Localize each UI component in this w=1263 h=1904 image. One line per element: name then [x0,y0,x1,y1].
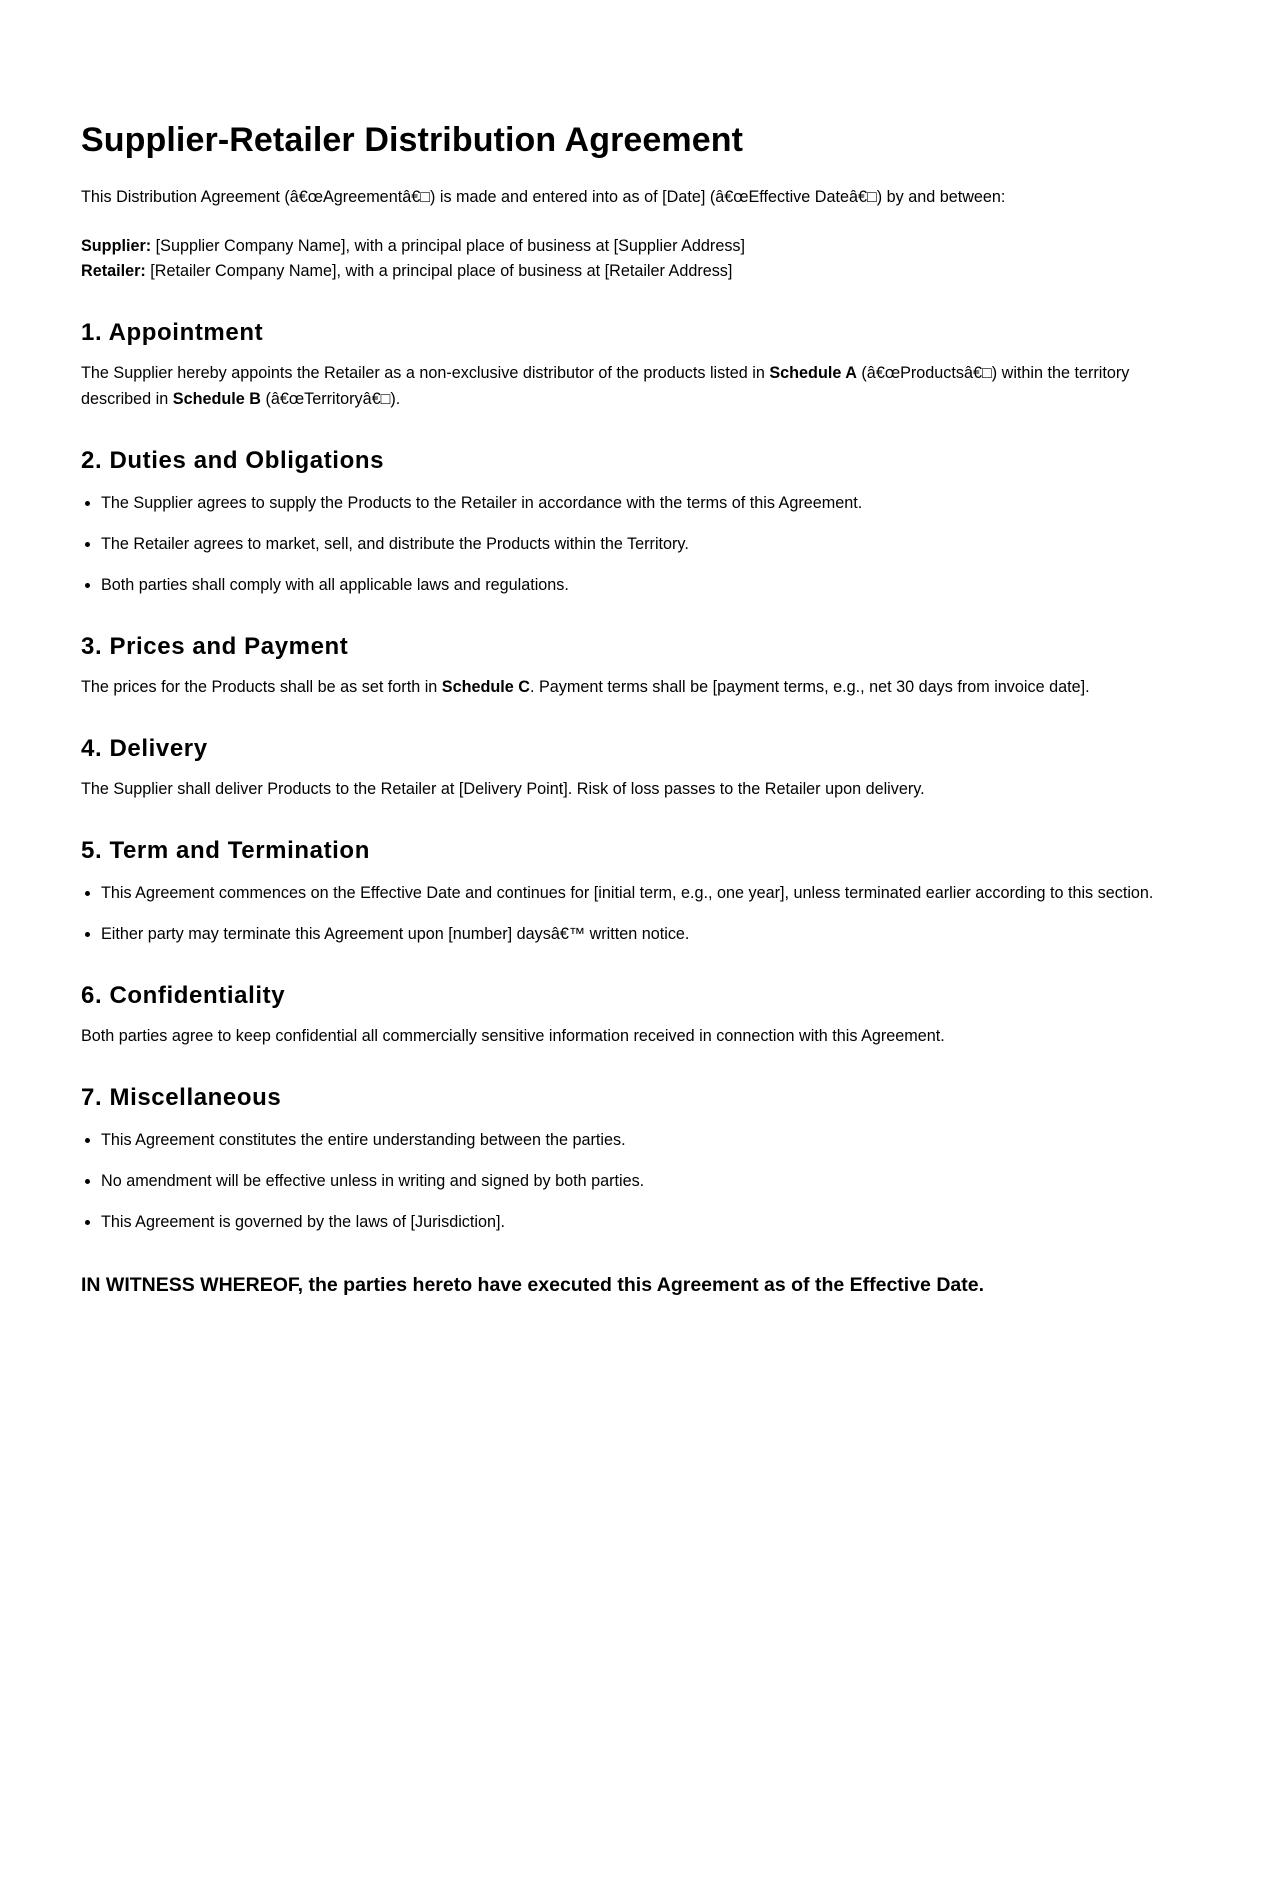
party-retailer [81,259,1181,284]
section-paragraph: The Supplier shall deliver Products to the Retailer at [Delivery Point]. Risk of loss passes to the Retailer upon delivery. [81,780,925,798]
bullet-list [81,880,1181,947]
section-miscellaneous [81,1083,1181,1235]
section-paragraph [81,360,1181,412]
document-title: Supplier-Retailer Distribution Agreement [81,121,744,159]
party-label: Retailer: [81,262,146,280]
section-term [81,836,1181,947]
text-run: . Payment terms shall be [payment terms, e.g., net 30 days from invoice date]. [529,678,1090,696]
text-run: The prices for the Products shall be as set forth in [81,678,442,696]
party-details: [Retailer Company Name], with a principal place of business at [Retailer Address] [145,262,733,280]
list-item: • Both parties shall comply with all applicable laws and regulations. [101,572,1181,598]
list-item: • The Retailer agrees to market, sell, and distribute the Products within the Territory. [101,531,1181,557]
list-item: • No amendment will be effective unless in writing and signed by both parties. [101,1168,1181,1194]
party-label: Supplier: [81,237,152,255]
section-heading: 5. Term and Termination [81,837,370,864]
list-item: • This Agreement is governed by the laws of [Jurisdiction]. [101,1209,1181,1235]
section-heading: 1. Appointment [81,319,264,346]
list-item: • This Agreement commences on the Effective Date and continues for [initial term, e.g., one year], unless terminated earlier according to this section. [101,880,1181,906]
section-confidentiality [81,981,1181,1049]
section-delivery [81,734,1181,802]
list-item: • Either party may terminate this Agreement upon [number] daysâ€™ written notice. [101,921,1181,947]
section-appointment [81,318,1181,412]
section-paragraph [81,674,1181,700]
section-heading: 6. Confidentiality [81,982,286,1009]
section-heading: 4. Delivery [81,735,208,762]
witness-clause: IN WITNESS WHEREOF, the parties hereto have executed this Agreement as of the Effective Date. [81,1274,984,1296]
intro-paragraph: This Distribution Agreement (â€œAgreementâ€□) is made and entered into as of [Date] (â€œEffective Dateâ€□) by and between: [81,188,1006,206]
text-run: (â€œTerritoryâ€□). [260,390,401,408]
section-heading: 7. Miscellaneous [81,1084,282,1111]
section-heading: 2. Duties and Obligations [81,447,385,474]
party-supplier [81,234,1181,259]
bullet-list [81,490,1181,598]
section-heading: 3. Prices and Payment [81,633,349,660]
agreement-document [81,118,1181,1298]
bullet-list [81,1127,1181,1235]
party-details: [Supplier Company Name], with a principal place of business at [Supplier Address] [151,237,746,255]
text-run: (â€œProductsâ€□) within the territory described in [81,364,1130,408]
section-duties [81,446,1181,598]
schedule-reference: Schedule C [441,678,530,696]
section-prices [81,632,1181,700]
schedule-reference: Schedule A [769,364,857,382]
section-paragraph: Both parties agree to keep confidential all commercially sensitive information received in connection with this Agreement. [81,1027,945,1045]
text-run: The Supplier hereby appoints the Retailer as a non-exclusive distributor of the products listed in [81,364,770,382]
schedule-reference: Schedule B [172,390,261,408]
list-item: • The Supplier agrees to supply the Products to the Retailer in accordance with the terms of this Agreement. [101,490,1181,516]
list-item: • This Agreement constitutes the entire understanding between the parties. [101,1127,1181,1153]
